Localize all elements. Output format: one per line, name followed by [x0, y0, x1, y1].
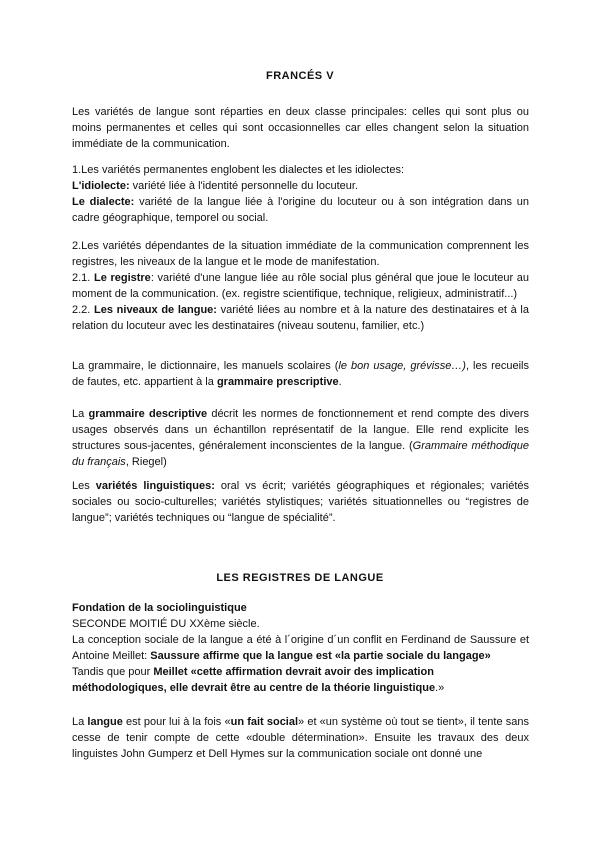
idiolecte-definition: variété liée à l'identité personnelle du locuteur. — [129, 180, 358, 192]
registre-term: Le registre — [93, 272, 151, 284]
section-2-heading: 2.Les variétés dépendantes de la situation immédiate de la communication comprennent les registres, les niveaux de la langue et le mode de manifestation. — [72, 240, 529, 268]
dialecte-term: Le dialecte: — [72, 196, 135, 208]
fondation-heading: Fondation de la sociolinguistique — [72, 602, 247, 614]
fondation-text-2: Tandis que pour — [72, 666, 154, 678]
langue-term: langue — [87, 716, 123, 728]
page-title: FRANCÉS V — [265, 70, 335, 82]
fondation-section — [72, 600, 529, 696]
varietes-term: variétés linguistiques: — [95, 480, 215, 492]
registre-definition: : variété d'une langue liée au rôle social plus général que joue le locuteur au moment de la communication. (ex. registre scientifique, technique, religieux, administratif...) — [72, 272, 530, 300]
idiolecte-term: L'idiolecte: — [72, 180, 130, 192]
meillet-paragraph — [72, 664, 529, 696]
niveaux-definition: variété liées au nombre et à la nature des destinataires et à la relation du locuteur avec les destinataires (niveau soutenu, familier, etc.) — [72, 304, 529, 332]
varietes-paragraph — [72, 478, 529, 526]
section-title-registres: LES REGISTRES DE LANGUE — [216, 572, 384, 584]
saussure-quote: Saussure affirme que la langue est «la partie sociale du langage» — [150, 650, 491, 662]
intro-paragraph: Les variétés de langue sont réparties en deux classe principales: celles qui sont plus ou moins permanentes et celles qui sont occasionnelles car elles changent selon la situation immédiate de la communication. — [72, 106, 529, 150]
langue-paragraph — [72, 714, 529, 762]
registre-number: 2.1. — [72, 272, 94, 284]
prescriptive-term: grammaire prescriptive — [216, 376, 339, 388]
section-1-heading: 1.Les variétés permanentes englobent les dialectes et les idiolectes: — [72, 164, 405, 176]
meillet-quote: Meillet «cette affirmation devrait avoir des implication méthodologiques, elle devrait être au centre de la théorie linguistique — [72, 666, 436, 694]
fondation-text-3: .» — [435, 682, 445, 694]
varietes-text-1: Les — [72, 480, 96, 492]
prescriptive-paragraph — [72, 358, 529, 390]
fondation-text-1: La conception sociale de la langue a été à l´origine d´un conflit en Ferdinand de Saussure et Antoine Meillet: — [72, 634, 529, 662]
prescriptive-text-1: La grammaire, le dictionnaire, les manuels scolaires ( — [72, 360, 339, 372]
descriptive-term: grammaire descriptive — [88, 408, 208, 420]
niveaux-term: Les niveaux de langue: — [94, 304, 217, 316]
fondation-subheading: SECONDE MOITIÉ DU XXème siècle. — [72, 618, 260, 630]
descriptive-text-1: La — [72, 408, 89, 420]
prescriptive-italic: le bon usage, grévisse…) — [338, 360, 466, 372]
prescriptive-text-2: , les recueils de fautes, etc. appartient à la — [72, 360, 529, 388]
descriptive-text-3: , Riegel) — [125, 456, 167, 468]
dialecte-definition: variété de la langue liée à l'origine du locuteur ou à son intégration dans un cadre géographique, temporel ou social. — [72, 196, 529, 224]
niveaux-number: 2.2. — [72, 304, 95, 316]
langue-text-2: est pour lui à la fois « — [122, 716, 231, 728]
descriptive-italic: Grammaire méthodique du français — [72, 440, 529, 468]
varietes-text-2: oral vs écrit; variétés géographiques et régionales; variétés sociales ou socio-culturelles; variétés stylistiques; variétés situationnelles ou “registres de langue”; variétés techniques ou “langue de spécialité”. — [72, 480, 529, 524]
fondation-paragraph — [72, 632, 529, 664]
langue-text-3: » et «un système où tout se tient», il tente sans cesse de tenir compte de cette «double détermination». Ensuite les travaux des deux linguistes John Gumperz et Dell Hymes sur la communication sociale ont donné une — [72, 716, 529, 760]
section-situational-varieties — [72, 238, 529, 334]
langue-text-1: La — [72, 716, 88, 728]
prescriptive-text-3: . — [338, 376, 342, 388]
section-permanent-varieties — [72, 162, 529, 226]
descriptive-text-2: décrit les normes de fonctionnement et rend compte des divers usages observés dans un échantillon représentatif de la langue. Elle rend explicite les structures sous-jacentes, généralement inconscientes de la langue. ( — [72, 408, 529, 452]
descriptive-paragraph — [72, 406, 529, 470]
fait-social-term: un fait social — [230, 716, 299, 728]
